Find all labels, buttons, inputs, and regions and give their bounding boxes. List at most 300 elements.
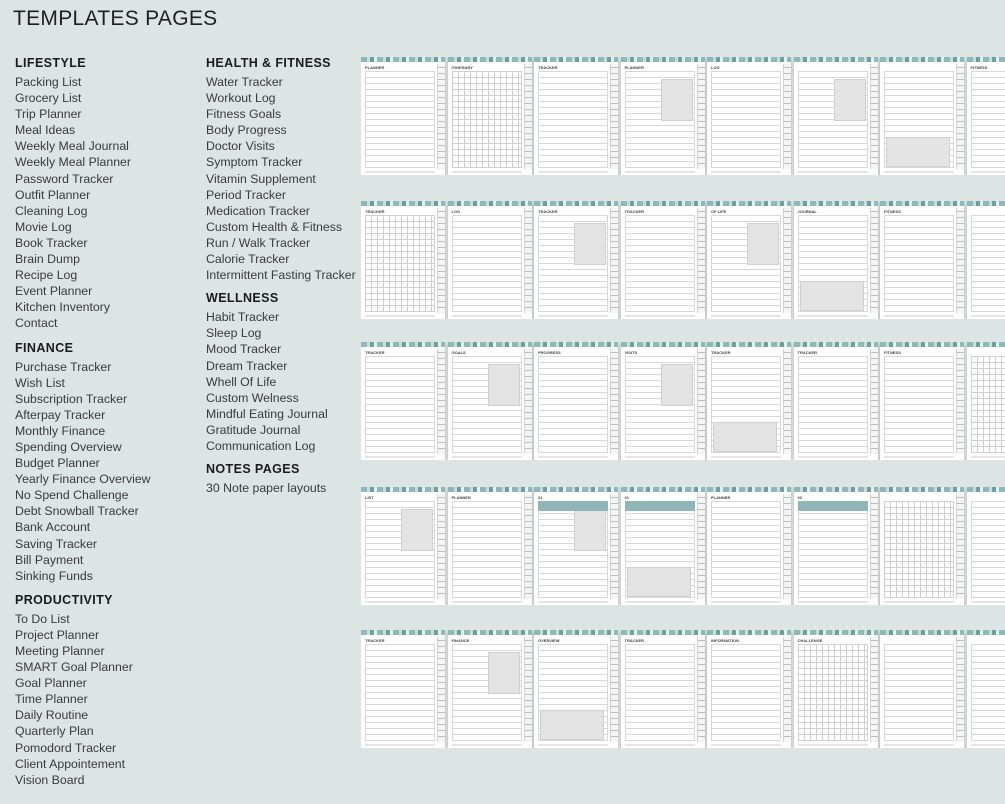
side-tabs — [783, 208, 791, 313]
template-item-purchase-tracker: Purchase Tracker — [15, 359, 112, 374]
template-item-symptom-tracker: Symptom Tracker — [206, 155, 303, 170]
template-item-vision-board: Vision Board — [15, 772, 85, 787]
template-item-smart-goal-planner: SMART Goal Planner — [15, 660, 133, 675]
template-item-no-spend-challenge: No Spend Challenge — [15, 488, 129, 503]
template-thumbnail — [448, 57, 532, 175]
template-item-goal-planner: Goal Planner — [15, 676, 87, 691]
side-tabs — [956, 64, 964, 169]
thumbnail-row — [361, 57, 1005, 175]
template-item-weekly-meal-journal: Weekly Meal Journal — [15, 139, 129, 154]
gray-box — [713, 422, 777, 452]
thumbnail-title: PLANNER — [711, 495, 731, 500]
page-footer — [971, 744, 1005, 746]
template-thumbnail — [794, 201, 878, 319]
page-footer — [884, 456, 954, 458]
pattern-band — [707, 342, 791, 347]
lined-area — [798, 501, 868, 598]
side-tabs — [697, 208, 705, 313]
section-finance — [15, 341, 151, 584]
thumbnail-title: TRACKER — [538, 209, 558, 214]
thumbnail-title: VISITS — [624, 350, 638, 355]
thumbnail-title: 03 — [797, 495, 802, 500]
thumbnail-row — [361, 342, 1005, 460]
template-item-to-do-list: To Do List — [15, 611, 70, 626]
page-footer — [538, 315, 608, 317]
template-item-recipe-log: Recipe Log — [15, 268, 78, 283]
page-footer — [798, 456, 868, 458]
page-footer — [365, 171, 435, 173]
side-tabs — [783, 349, 791, 454]
side-tabs — [437, 637, 445, 742]
lined-area — [538, 356, 608, 453]
section-title: FINANCE — [15, 340, 74, 355]
grid-area — [971, 356, 1005, 453]
side-tabs — [870, 349, 878, 454]
side-tabs — [870, 494, 878, 599]
section-notes-pages — [206, 462, 356, 496]
page-footer — [365, 601, 435, 603]
lined-area — [971, 644, 1005, 741]
page-footer — [711, 171, 781, 173]
template-item-period-tracker: Period Tracker — [206, 187, 286, 202]
template-thumbnail — [361, 201, 445, 319]
template-thumbnail — [621, 342, 705, 460]
pattern-band — [448, 57, 532, 62]
page-footer — [538, 744, 608, 746]
thumbnail-title: ITINERARY — [451, 65, 473, 70]
page-footer — [365, 456, 435, 458]
thumbnail-row — [361, 487, 1005, 605]
template-item-budget-planner: Budget Planner — [15, 456, 100, 471]
pattern-band — [361, 342, 445, 347]
template-item-wish-list: Wish List — [15, 375, 65, 390]
pattern-band — [967, 630, 1005, 635]
template-thumbnail — [361, 630, 445, 748]
template-item-packing-list: Packing List — [15, 75, 82, 89]
teal-header — [798, 501, 868, 511]
side-tabs — [783, 637, 791, 742]
lined-area — [711, 644, 781, 741]
template-item-debt-snowball-tracker: Debt Snowball Tracker — [15, 504, 139, 519]
template-thumbnail — [534, 57, 618, 175]
page-footer — [884, 171, 954, 173]
template-thumbnail — [707, 201, 791, 319]
pattern-band — [534, 342, 618, 347]
template-thumbnail — [621, 201, 705, 319]
section-title: WELLNESS — [206, 291, 279, 306]
side-tabs — [870, 637, 878, 742]
template-item-contact: Contact — [15, 316, 58, 331]
page-footer — [625, 601, 695, 603]
thumbnail-title: OF LIFE — [711, 209, 727, 214]
thumbnail-title: LOG — [451, 209, 461, 214]
template-thumbnail — [621, 57, 705, 175]
lined-area — [971, 501, 1005, 598]
template-item-brain-dump: Brain Dump — [15, 252, 80, 267]
template-item-mindful-eating-journal: Mindful Eating Journal — [206, 406, 328, 421]
gray-box — [747, 223, 779, 265]
side-tabs — [697, 349, 705, 454]
gray-box — [661, 79, 693, 121]
lined-area — [711, 71, 781, 168]
template-item-doctor-visits: Doctor Visits — [206, 139, 275, 154]
template-thumbnail — [361, 487, 445, 605]
template-item-time-planner: Time Planner — [15, 692, 88, 707]
lined-area — [625, 644, 695, 741]
template-item-bank-account: Bank Account — [15, 520, 91, 535]
template-item-password-tracker: Password Tracker — [15, 171, 114, 186]
side-tabs — [697, 64, 705, 169]
lined-area — [971, 215, 1005, 312]
side-tabs — [524, 64, 532, 169]
middle-column — [206, 56, 356, 505]
thumbnail-title: TRACKER — [624, 638, 645, 643]
gray-box — [627, 567, 691, 597]
template-thumbnail — [448, 630, 532, 748]
thumbnail-title: INFORMATION — [711, 638, 739, 643]
page-footer — [452, 601, 522, 603]
gray-box — [574, 223, 606, 265]
lined-area — [365, 356, 435, 453]
side-tabs — [524, 349, 532, 454]
pattern-band — [794, 487, 878, 492]
template-item-calorie-tracker: Calorie Tracker — [206, 252, 290, 267]
template-item-meal-ideas: Meal Ideas — [15, 123, 76, 138]
pattern-band — [361, 57, 445, 62]
page-footer — [365, 315, 435, 317]
side-tabs — [437, 64, 445, 169]
side-tabs — [870, 64, 878, 169]
template-thumbnail — [967, 630, 1005, 748]
thumbnail-row — [361, 201, 1005, 319]
template-item-spending-overview: Spending Overview — [15, 439, 122, 454]
page-footer — [452, 456, 522, 458]
pattern-band — [448, 630, 532, 635]
template-thumbnail — [361, 57, 445, 175]
template-thumbnail — [880, 630, 964, 748]
teal-header — [538, 501, 608, 511]
left-column — [15, 56, 151, 797]
thumbnail-title: PLANNER — [451, 495, 471, 500]
lined-area — [625, 215, 695, 312]
thumbnail-title: GOALS — [451, 350, 466, 355]
pattern-band — [534, 487, 618, 492]
thumbnail-title: PLANNER — [365, 65, 385, 70]
side-tabs — [697, 637, 705, 742]
template-item-yearly-finance-overview: Yearly Finance Overview — [15, 472, 151, 487]
grid-area — [798, 644, 868, 741]
pattern-band — [534, 201, 618, 206]
template-item-dream-tracker: Dream Tracker — [206, 358, 288, 373]
gray-box — [800, 281, 864, 311]
pattern-band — [880, 57, 964, 62]
template-item-daily-routine: Daily Routine — [15, 708, 89, 723]
template-thumbnail — [967, 57, 1005, 175]
thumbnail-title: JOURNAL — [797, 209, 817, 214]
side-tabs — [524, 208, 532, 313]
pattern-band — [967, 57, 1005, 62]
page-footer — [711, 315, 781, 317]
gray-box — [834, 79, 866, 121]
lined-area — [884, 644, 954, 741]
page-footer — [971, 601, 1005, 603]
side-tabs — [956, 208, 964, 313]
template-item-outfit-planner: Outfit Planner — [15, 187, 91, 202]
page-footer — [625, 456, 695, 458]
thumbnail-title: FITNESS — [884, 350, 901, 355]
side-tabs — [783, 494, 791, 599]
template-thumbnail — [448, 201, 532, 319]
pattern-band — [707, 487, 791, 492]
section-health-fitness — [206, 56, 356, 283]
lined-area — [452, 501, 522, 598]
thumbnail-title: PROGRESS — [538, 350, 561, 355]
template-thumbnail — [880, 201, 964, 319]
template-thumbnail — [967, 487, 1005, 605]
thumbnail-title: TRACKER — [365, 350, 385, 355]
side-tabs — [610, 349, 618, 454]
lined-area — [365, 644, 435, 741]
pattern-band — [794, 201, 878, 206]
section-wellness — [206, 291, 356, 454]
template-thumbnail — [707, 487, 791, 605]
pattern-band — [707, 630, 791, 635]
template-item-client-appointement: Client Appointement — [15, 756, 126, 771]
page-footer — [971, 171, 1005, 173]
side-tabs — [610, 494, 618, 599]
template-item-vitamin-supplement: Vitamin Supplement — [206, 171, 316, 186]
pattern-band — [361, 201, 445, 206]
pattern-band — [621, 201, 705, 206]
lined-area — [365, 71, 435, 168]
page-footer — [798, 601, 868, 603]
side-tabs — [524, 494, 532, 599]
lined-area — [884, 215, 954, 312]
side-tabs — [437, 494, 445, 599]
page-footer — [452, 171, 522, 173]
template-item-30-note-paper-layouts: 30 Note paper layouts — [206, 481, 327, 496]
thumbnail-title: 01 — [538, 495, 543, 500]
template-item-gratitude-journal: Gratitude Journal — [206, 422, 301, 437]
pattern-band — [361, 630, 445, 635]
template-item-communication-log: Communication Log — [206, 438, 316, 453]
template-item-workout-log: Workout Log — [206, 91, 276, 106]
template-item-fitness-goals: Fitness Goals — [206, 107, 282, 122]
page-footer — [884, 744, 954, 746]
pattern-band — [880, 201, 964, 206]
pattern-band — [967, 201, 1005, 206]
gray-box — [661, 364, 693, 406]
thumbnail-title: FITNESS — [884, 209, 901, 214]
side-tabs — [697, 494, 705, 599]
lined-area — [884, 356, 954, 453]
page-footer — [711, 744, 781, 746]
page-footer — [538, 171, 608, 173]
template-item-trip-planner: Trip Planner — [15, 107, 82, 122]
side-tabs — [956, 494, 964, 599]
gray-box — [488, 652, 520, 694]
page-footer — [798, 744, 868, 746]
pattern-band — [967, 487, 1005, 492]
gray-box — [540, 710, 604, 740]
page-footer — [538, 601, 608, 603]
page-footer — [798, 315, 868, 317]
template-item-run-walk-tracker: Run / Walk Tracker — [206, 235, 311, 250]
gray-box — [488, 364, 520, 406]
page-footer — [625, 171, 695, 173]
thumbnail-title: PLANNER — [624, 65, 644, 70]
template-thumbnail — [621, 630, 705, 748]
template-thumbnail — [448, 342, 532, 460]
pattern-band — [794, 57, 878, 62]
lined-area — [538, 71, 608, 168]
side-tabs — [783, 64, 791, 169]
template-item-whell-of-life: Whell Of Life — [206, 374, 277, 389]
template-item-intermittent-fasting-tracker: Intermittent Fasting Tracker — [206, 268, 356, 283]
pattern-band — [534, 57, 618, 62]
section-title: PRODUCTIVITY — [15, 592, 113, 607]
template-thumbnail — [534, 342, 618, 460]
template-thumbnail — [794, 487, 878, 605]
gray-box — [886, 137, 950, 167]
template-thumbnail — [361, 342, 445, 460]
pattern-band — [448, 201, 532, 206]
section-title: NOTES PAGES — [206, 462, 300, 477]
pattern-band — [880, 487, 964, 492]
template-item-meeting-planner: Meeting Planner — [15, 644, 105, 658]
thumbnail-title: 01 — [624, 495, 629, 500]
template-item-medication-tracker: Medication Tracker — [206, 203, 310, 218]
pattern-band — [967, 342, 1005, 347]
gray-box — [401, 509, 433, 551]
template-item-grocery-list: Grocery List — [15, 91, 82, 106]
grid-area — [452, 71, 522, 168]
template-item-afterpay-tracker: Afterpay Tracker — [15, 407, 106, 422]
side-tabs — [610, 637, 618, 742]
thumbnail-row — [361, 630, 1005, 748]
template-thumbnail — [707, 342, 791, 460]
thumbnail-title: TRACKER — [538, 65, 558, 70]
lined-area — [452, 215, 522, 312]
template-item-project-planner: Project Planner — [15, 627, 100, 642]
template-thumbnail — [967, 201, 1005, 319]
lined-area — [798, 356, 868, 453]
pattern-band — [794, 342, 878, 347]
thumbnail-title: CHALLENGE — [797, 638, 823, 643]
page-footer — [711, 601, 781, 603]
side-tabs — [437, 208, 445, 313]
side-tabs — [956, 637, 964, 742]
thumbnail-title: FINANCE — [451, 638, 470, 643]
template-item-kitchen-inventory: Kitchen Inventory — [15, 300, 111, 315]
side-tabs — [610, 64, 618, 169]
grid-area — [884, 501, 954, 598]
template-thumbnail — [794, 630, 878, 748]
lined-area — [711, 501, 781, 598]
gray-box — [574, 509, 606, 551]
thumbnail-title: TRACKER — [624, 209, 645, 214]
pattern-band — [880, 630, 964, 635]
pattern-band — [361, 487, 445, 492]
section-lifestyle — [15, 56, 151, 332]
template-thumbnail — [534, 487, 618, 605]
pattern-band — [448, 342, 532, 347]
thumbnail-title: TRACKER — [365, 638, 385, 643]
lined-area — [971, 71, 1005, 168]
template-item-habit-tracker: Habit Tracker — [206, 310, 280, 325]
template-item-custom-welness: Custom Welness — [206, 390, 299, 405]
template-item-book-tracker: Book Tracker — [15, 235, 88, 250]
template-thumbnail — [967, 342, 1005, 460]
template-thumbnail — [448, 487, 532, 605]
thumbnail-title: TRACKER — [365, 209, 385, 214]
template-item-subscription-tracker: Subscription Tracker — [15, 391, 128, 406]
template-thumbnail — [707, 57, 791, 175]
template-thumbnail — [794, 342, 878, 460]
template-thumbnail — [707, 630, 791, 748]
template-thumbnail — [534, 630, 618, 748]
thumbnail-title: OVERVIEW — [538, 638, 560, 643]
template-item-monthly-finance: Monthly Finance — [15, 423, 106, 438]
pattern-band — [448, 487, 532, 492]
page-footer — [452, 744, 522, 746]
template-item-saving-tracker: Saving Tracker — [15, 536, 98, 551]
pattern-band — [621, 630, 705, 635]
page-footer — [884, 601, 954, 603]
page-footer — [971, 315, 1005, 317]
template-item-quarterly-plan: Quarterly Plan — [15, 724, 94, 739]
section-title: LIFESTYLE — [15, 56, 86, 70]
template-item-event-planner: Event Planner — [15, 284, 93, 299]
page-footer — [452, 315, 522, 317]
template-item-bill-payment: Bill Payment — [15, 552, 84, 567]
pattern-band — [794, 630, 878, 635]
template-item-pomodord-tracker: Pomodord Tracker — [15, 740, 117, 755]
pattern-band — [707, 201, 791, 206]
template-thumbnail — [880, 342, 964, 460]
pattern-band — [621, 57, 705, 62]
side-tabs — [524, 637, 532, 742]
thumbnail-title: TRACKER — [711, 350, 731, 355]
template-thumbnail — [794, 57, 878, 175]
page-footer — [625, 744, 695, 746]
pattern-band — [621, 342, 705, 347]
side-tabs — [610, 208, 618, 313]
grid-area — [365, 215, 435, 312]
template-item-sinking-funds: Sinking Funds — [15, 568, 93, 583]
section-title: HEALTH & FITNESS — [206, 56, 331, 70]
template-item-cleaning-log: Cleaning Log — [15, 203, 88, 218]
page-footer — [884, 315, 954, 317]
pattern-band — [534, 630, 618, 635]
pattern-band — [880, 342, 964, 347]
page-footer — [625, 315, 695, 317]
thumbnail-title: LOG — [711, 65, 720, 70]
template-item-sleep-log: Sleep Log — [206, 326, 262, 341]
template-item-weekly-meal-planner: Weekly Meal Planner — [15, 155, 131, 170]
template-item-custom-health-fitness: Custom Health & Fitness — [206, 219, 342, 234]
template-item-water-tracker: Water Tracker — [206, 75, 283, 89]
template-thumbnail — [534, 201, 618, 319]
template-thumbnail — [880, 57, 964, 175]
page-title: TEMPLATES PAGES — [13, 7, 218, 30]
page-footer — [971, 456, 1005, 458]
template-item-movie-log: Movie Log — [15, 219, 72, 234]
page-footer — [711, 456, 781, 458]
template-thumbnail — [880, 487, 964, 605]
template-thumbnail — [621, 487, 705, 605]
page-footer — [538, 456, 608, 458]
